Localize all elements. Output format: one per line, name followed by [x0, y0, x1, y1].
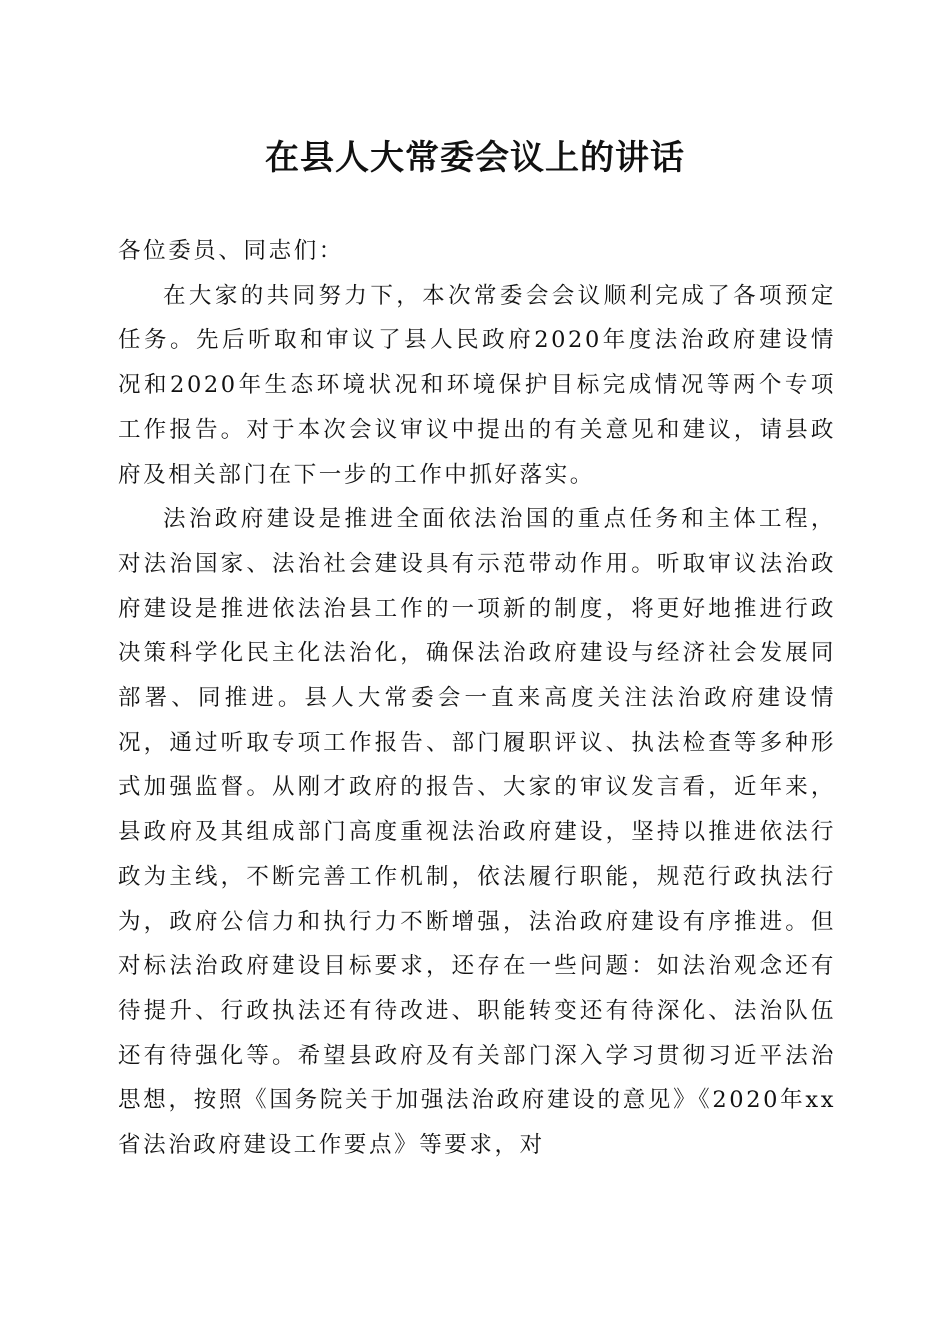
document-title: 在县人大常委会议上的讲话 — [265, 138, 685, 178]
salutation: 各位委员、同志们： — [118, 238, 344, 264]
paragraph-1: 在大家的共同努力下，本次常委会会议顺利完成了各项预定任务。先后听取和审议了县人民政府2020年度法治政府建设情况和2020年生态环境状况和环境保护目标完成情况等两个专项工作报告。对于本次会议审议中提出的有关意见和建议，请县政府及相关部门在下一步的工作中抓好落实。 — [118, 282, 836, 488]
document-body — [118, 229, 836, 1168]
paragraph-2: 法治政府建设是推进全面依法治国的重点任务和主体工程，对法治国家、法治社会建设具有示范带动作用。听取审议法治政府建设是推进依法治县工作的一项新的制度，将更好地推进行政决策科学化民主化法治化，确保法治政府建设与经济社会发展同部署、同推进。县人大常委会一直来高度关注法治政府建设情况，通过听取专项工作报告、部门履职评议、执法检查等多种形式加强监督。从刚才政府的报告、大家的审议发言看，近年来，县政府及其组成部门高度重视法治政府建设，坚持以推进依法行政为主线，不断完善工作机制，依法履行职能，规范行政执法行为，政府公信力和执行力不断增强，法治政府建设有序推进。但对标法治政府建设目标要求，还存在一些问题：如法治观念还有待提升、行政执法还有待改进、职能转变还有待深化、法治队伍还有待强化等。希望县政府及有关部门深入学习贯彻习近平法治思想，按照《国务院关于加强法治政府建设的意见》《2020年xx省法治政府建设工作要点》等要求，对 — [118, 506, 836, 1159]
